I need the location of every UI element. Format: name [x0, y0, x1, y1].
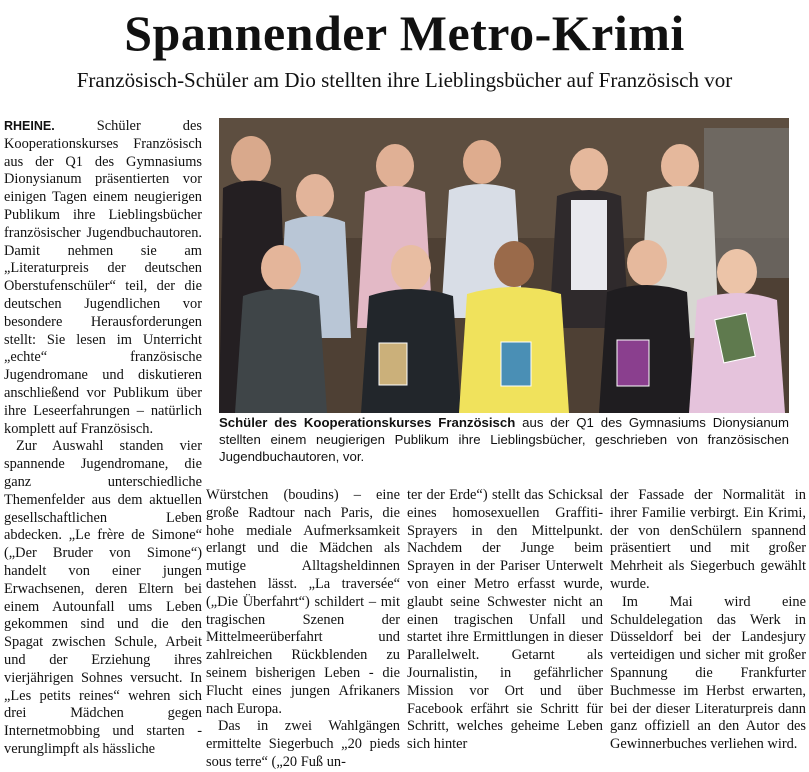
paragraph: Würstchen (boudins) – eine große Radtour nach Paris, die hohe mediale Aufmerksamkeit erlangt und die Mädchen als mutige Alltagsheldinnen dastehen lässt. „La traversée“ („Die Überfahrt“) schildert – mit tragischen Szenen der Mittelmeerüberfahrt und zahlreichen Rückblenden zu seinem bisherigen Leben - die Flucht eines jungen Afrikaners nach Europa.: [206, 487, 400, 717]
lead-paragraph: [4, 118, 202, 438]
article-column-4: [610, 487, 806, 754]
lead-text: Schüler des Kooperationskurses Französisch aus der Q1 des Gymnasiums Dionysianum präsentierten vor einigen Tagen einem neugierigen Publikum ihre Lieblingsbücher französischer Jugendbuchautoren. Damit nehmen sie am „Literaturpreis der deutschen Oberstufenschüler“ teil, der die deutschen Jugendlichen vor besondere Herausforderungen stellt: Sie lesen im Unterricht „echte“ französische Jugendromane und diskutieren anschließend vor Publikum über ihre Leseerfahrungen – natürlich komplett auf Französisch.: [4, 118, 202, 437]
article-column-3: [407, 487, 603, 754]
paragraph: Das in zwei Wahlgängen ermittelte Siegerbuch „20 pieds sous terre“ („20 Fuß un-: [206, 718, 400, 770]
paragraph: Zur Auswahl standen vier spannende Jugendromane, die ganz unterschiedliche Themenfelder aus dem aktuellen gesellschaftlichen Leben abdecken. „Le frère de Simone“ („Der Bruder von Simone“) handelt von einer jungen Erwachsenen, deren Eltern bei einem Autounfall ums Leben gekommen sind und die den Spagat zwischen Schule, Arbeit und der Erziehung ihres vierjährigen Sohnes versucht. In „Les petits reines“ wehren sich drei Mädchen gegen Internetmobbing und starten - verunglimpft als hässliche: [4, 438, 202, 757]
paragraph: der Fassade der Normalität in ihrer Familie verbirgt. Ein Krimi, der von denSchülern spannend präsentiert und mit großer Mehrheit als Siegerbuch gewählt wurde.: [610, 487, 806, 592]
article-subheadline: Französisch-Schüler am Dio stellten ihre Lieblingsbücher auf Französisch vor: [76, 68, 733, 92]
paragraph: ter der Erde“) stellt das Schicksal eines homosexuellen Graffiti-Sprayers in den Mittelpunkt. Nachdem der Junge beim Sprayen in der Pariser Unterwelt von einer Metro erfasst wurde, glaubt seine Schwester nicht an einen tragischen Unfall und startet ihre Ermittlungen in dieser Parallelwelt. Getarnt als Journalistin, in gefährlicher Mission vor Ort und über Facebook erfährt sie Schritt für Schritt, welches geheime Leben sich hinter: [407, 487, 603, 753]
article-column-2: [206, 487, 400, 772]
group-photo: [219, 118, 789, 413]
article-column-1: [4, 118, 202, 759]
caption-bold: Schüler des Kooperationskurses Französisch: [219, 415, 516, 430]
caption-text: aus der Q1 des Gymnasiums Dionysianum stellten einem neugierigen Publikum ihre Lieblingsbücher, geschrieben von französischen Jugendbuchautoren, vor.: [219, 415, 789, 464]
group-photo-illustration: [219, 118, 789, 413]
photo-caption: [219, 414, 789, 465]
paragraph: Im Mai wird eine Schuldelegation das Werk in Düsseldorf bei der Landesjury verteidigen und sicher mit großer Spannung die Frankfurter Buchmesse im Herbst erwarten, bei der dieser Literaturpreis dann ganz offiziell an den Autor des Gewinnerbuches verliehen wird.: [610, 593, 806, 753]
dateline: RHEINE.: [4, 119, 55, 133]
article-headline: Spannender Metro-Krimi: [124, 5, 685, 61]
